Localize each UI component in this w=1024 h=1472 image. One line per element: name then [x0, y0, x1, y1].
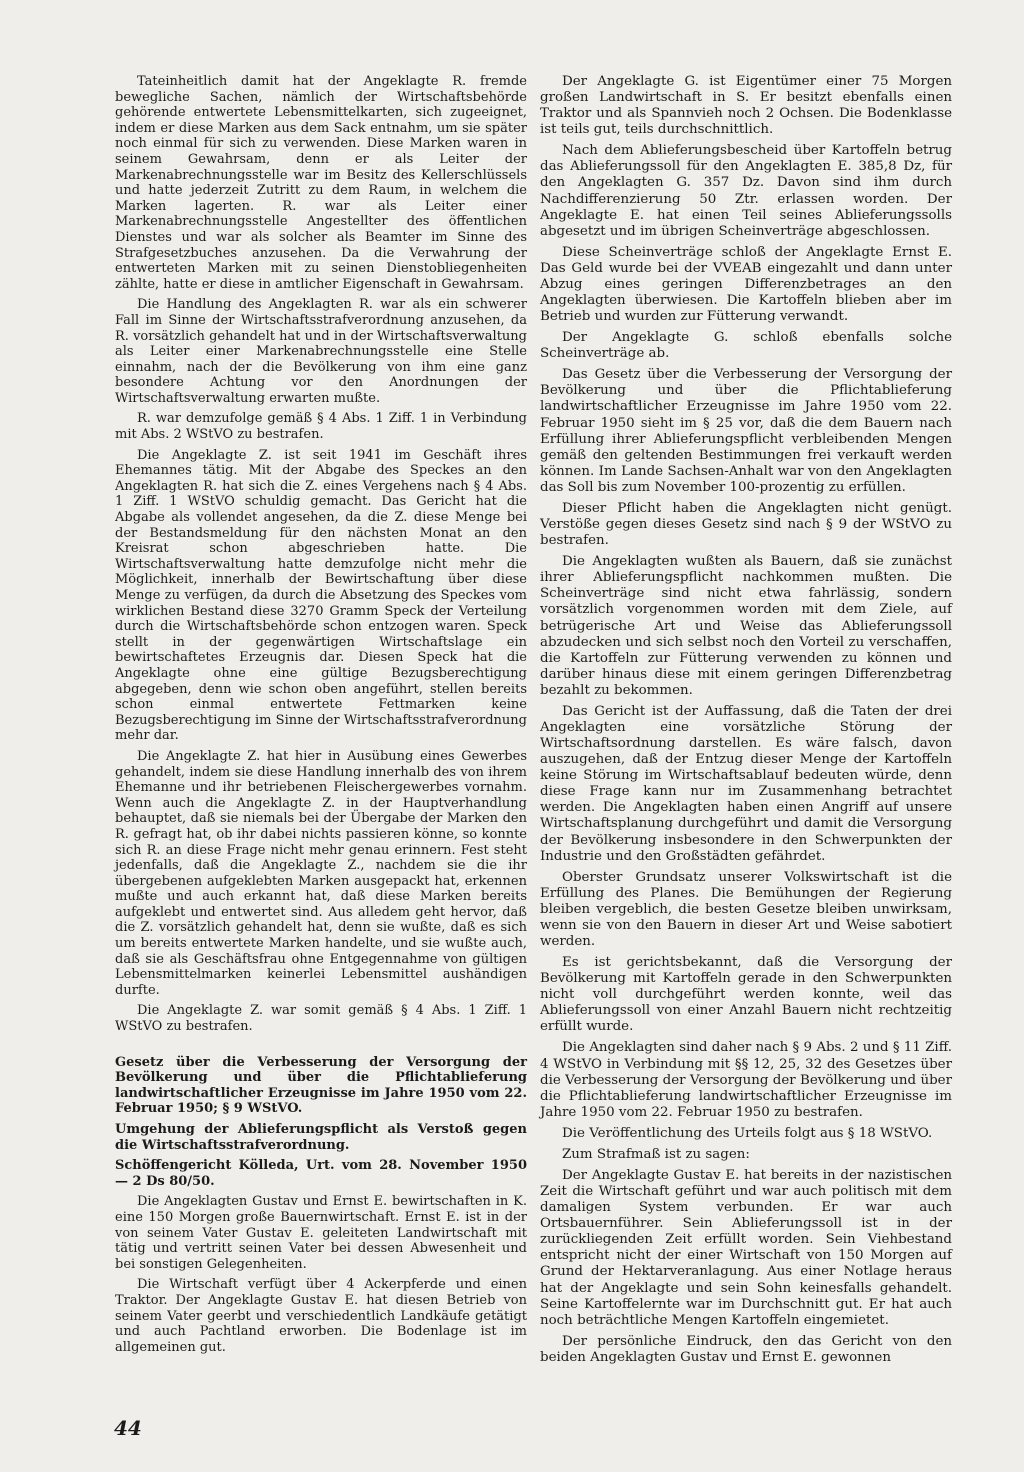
left-column-paragraph: Tateinheitlich damit hat der Angeklagte R. fremde bewegliche Sachen, nämlich der Wirtschaftsbehörde gehörende entwertete Lebensmittelkarten, sich zugeeignet, indem er diese Marken aus dem Sack entnahm, um sie später noch einmal für sich zu verwenden. Diese Marken waren in seinem Gewahrsam, denn er als Leiter der Markenabrechnungsstelle war im Besitz des Kellerschlüssels und hatte jederzeit Zutritt zu dem Raum, in welchem die Marken lagerten. R. war als Leiter einer Markenabrechnungsstelle Angestellter des öffentlichen Dienstes und war als solcher als Beamter im Sinne des Strafgesetzbuches anzusehen. Da die Verwahrung der entwerteten Marken mit zu seinen Dienstobliegenheiten zählte, hatte er diese in amtlicher Eigenschaft in Gewahrsam.: [115, 74, 527, 292]
left-column-paragraph: Die Angeklagte Z. war somit gemäß § 4 Abs. 1 Ziff. 1 WStVO zu bestrafen.: [115, 1003, 527, 1035]
left-column-paragraph: Die Handlung des Angeklagten R. war als ein schwerer Fall im Sinne der Wirtschaftsstrafverordnung anzusehen, da R. vorsätzlich gehandelt hat und in der Wirtschaftsverwaltung als Leiter einer Markenabrechnungsstelle eine Stelle einnahm, nach der die Bevölkerung von ihm eine ganz besondere Achtung vor den Anordnungen der Wirtschaftsverwaltung erwarten mußte.: [115, 297, 527, 406]
right-column-paragraph: Es ist gerichtsbekannt, daß die Versorgung der Bevölkerung mit Kartoffeln gerade in den Schwerpunkten nicht voll durchgeführt werden konnte, weil das Ablieferungssoll von einer Anzahl Bauern nicht rechtzeitig erfüllt wurde.: [540, 955, 952, 1035]
right-column: [540, 74, 952, 1371]
right-column-paragraph: Das Gericht ist der Auffassung, daß die Taten der drei Angeklagten eine vorsätzliche Störung der Wirtschaftsordnung darstellen. Es wäre falsch, davon auszugehen, daß der Entzug dieser Menge der Kartoffeln keine Störung im Wirtschaftsablauf bedeuten würde, denn diese Frage kann nur im Zusammenhang betrachtet werden. Die Angeklagten haben einen Angriff auf unsere Wirtschaftsplanung durchgeführt und damit die Versorgung der Bevölkerung insbesondere in den Schwerpunkten der Industrie und den Großstädten gefährdet.: [540, 703, 952, 864]
right-column-paragraph: Zum Strafmaß ist zu sagen:: [562, 1146, 750, 1162]
right-column-paragraph: Oberster Grundsatz unserer Volkswirtschaft ist die Erfüllung des Planes. Die Bemühungen der Regierung bleiben vergeblich, die besten Gesetze bleiben unwirksam, wenn sie von den Bauern in dieser Art und Weise sabotiert werden.: [540, 869, 952, 949]
left-column-paragraph: R. war demzufolge gemäß § 4 Abs. 1 Ziff. 1 in Verbindung mit Abs. 2 WStVO zu bestrafen.: [115, 411, 527, 443]
right-column-paragraph: Die Angeklagten wußten als Bauern, daß sie zunächst ihrer Ablieferungspflicht nachkommen mußten. Die Scheinverträge sind nicht etwa fahrlässig, sondern vorsätzlich vorgenommen worden mit dem Ziele, auf betrügerische Art und Weise das Ablieferungssoll abzudecken und sich selbst noch den Vorteil zu verschaffen, die Kartoffeln zur Fütterung verwenden zu können und darüber hinaus diese mit einem geringen Differenzbetrag bezahlt zu bekommen.: [540, 554, 952, 698]
left-column: [115, 74, 527, 1360]
right-column-paragraph: Der Angeklagte G. schloß ebenfalls solche Scheinverträge ab.: [540, 330, 952, 362]
left-column-heading: Schöffengericht Kölleda, Urt. vom 28. November 1950 — 2 Ds 80/50.: [115, 1158, 527, 1189]
right-column-paragraph: Der persönliche Eindruck, den das Gericht von den beiden Angeklagten Gustav und Ernst E. gewonnen: [540, 1333, 952, 1365]
right-column-paragraph: Das Gesetz über die Verbesserung der Versorgung der Bevölkerung und über die Pflichtablieferung landwirtschaftlicher Erzeugnisse im Jahre 1950 vom 22. Februar 1950 sieht im § 25 vor, daß die dem Bauern nach Erfüllung ihrer Ablieferungspflicht verbleibenden Mengen gemäß den geltenden Bestimmungen frei verkauft werden können. Im Lande Sachsen-Anhalt war von den Angeklagten das Soll bis zum November 100-prozentig zu erfüllen.: [540, 367, 952, 495]
left-column-heading: Gesetz über die Verbesserung der Versorgung der Bevölkerung und über die Pflichtablieferung landwirtschaftlicher Erzeugnisse im Jahre 1950 vom 22. Februar 1950; § 9 WStVO.: [115, 1054, 527, 1117]
left-column-paragraph: Die Wirtschaft verfügt über 4 Ackerpferde und einen Traktor. Der Angeklagte Gustav E. hat diesen Betrieb von seinem Vater geerbt und verschiedentlich Landkäufe getätigt und auch Pachtland erworben. Die Bodenlage ist im allgemeinen gut.: [115, 1277, 527, 1355]
left-column-paragraph: Die Angeklagte Z. hat hier in Ausübung eines Gewerbes gehandelt, indem sie diese Handlung innerhalb des von ihrem Ehemanne und ihr betriebenen Fleischergewerbes vornahm. Wenn auch die Angeklagte Z. in der Hauptverhandlung behauptet, daß sie niemals bei der Übergabe der Marken den R. gefragt hat, ob ihr dabei nichts passieren könne, so konnte sich R. an diese Frage nicht mehr genau erinnern. Fest steht jedenfalls, daß die Angeklagte Z., nachdem sie die ihr übergebenen aufgeklebten Marken ausgepackt hat, erkennen mußte und auch erkannt hat, daß diese Marken bereits aufgeklebt und entwertet sind. Aus alledem geht hervor, daß die Z. vorsätzlich gehandelt hat, denn sie wußte, daß es sich um bereits entwertete Marken handelte, und sie wußte auch, daß sie als Geschäftsfrau ohne Entgegennahme von gültigen Lebensmittelmarken keinerlei Lebensmittel aushändigen durfte.: [115, 748, 527, 998]
right-column-paragraph: Diese Scheinverträge schloß der Angeklagte Ernst E. Das Geld wurde bei der VVEAB eingezahlt und dann unter Abzug eines geringen Differenzbetrages an den Angeklagten überwiesen. Die Kartoffeln blieben aber im Betrieb und wurden zur Fütterung verwandt.: [540, 244, 952, 325]
right-column-paragraph: Nach dem Ablieferungsbescheid über Kartoffeln betrug das Ablieferungssoll für den Angeklagten E. 385,8 Dz, für den Angeklagten G. 357 Dz. Davon sind ihm durch Nachdifferenzierung 50 Ztr. erlassen worden. Der Angeklagte E. hat einen Teil seines Ablieferungssolls abgesetzt und im übrigen Scheinverträge abgeschlossen.: [540, 143, 952, 239]
right-column-paragraph: Der Angeklagte G. ist Eigentümer einer 75 Morgen großen Landwirtschaft in S. Er besitzt ebenfalls einen Traktor und als Spannvieh noch 2 Ochsen. Die Bodenklasse ist teils gut, teils durchschnittlich.: [540, 74, 952, 138]
left-column-heading: Umgehung der Ablieferungspflicht als Verstoß gegen die Wirtschaftsstrafverordnung.: [115, 1122, 527, 1153]
left-column-paragraph: Die Angeklagten Gustav und Ernst E. bewirtschaften in K. eine 150 Morgen große Bauernwirtschaft. Ernst E. ist in der von seinem Vater Gustav E. geleiteten Landwirtschaft mit tätig und vertritt seinen Vater bei dessen Abwesenheit und bei sonstigen Gelegenheiten.: [115, 1194, 527, 1272]
right-column-paragraph: Die Veröffentlichung des Urteils folgt aus § 18 WStVO.: [562, 1125, 933, 1141]
right-column-paragraph: Der Angeklagte Gustav E. hat bereits in der nazistischen Zeit die Wirtschaft geführt und war auch politisch mit dem damaligen System verbunden. Er war auch Ortsbauernführer. Sein Ablieferungssoll ist in der zurückliegenden Zeit erfüllt worden. Sein Viehbestand entspricht nicht der einer Wirtschaft von 150 Morgen auf Grund der Hektarveranlagung. Aus einer Notlage heraus hat der Angeklagte und sein Sohn keinesfalls gehandelt. Seine Kartoffelernte war im Durchschnitt gut. Er hat auch noch beträchtliche Mengen Kartoffeln eingemietet.: [540, 1168, 952, 1328]
right-column-paragraph: Dieser Pflicht haben die Angeklagten nicht genügt. Verstöße gegen dieses Gesetz sind nach § 9 der WStVO zu bestrafen.: [540, 500, 952, 549]
right-column-paragraph: Die Angeklagten sind daher nach § 9 Abs. 2 und § 11 Ziff. 4 WStVO in Verbindung mit §§ 12, 25, 32 des Gesetzes über die Verbesserung der Versorgung der Bevölkerung und über die Pflichtablieferung landwirtschaftlicher Erzeugnisse im Jahre 1950 vom 22. Februar 1950 zu bestrafen.: [540, 1040, 952, 1120]
left-column-paragraph: Die Angeklagte Z. ist seit 1941 im Geschäft ihres Ehemannes tätig. Mit der Abgabe des Speckes an den Angeklagten R. hat sich die Z. eines Vergehens nach § 4 Abs. 1 Ziff. 1 WStVO schuldig gemacht. Das Gericht hat die Abgabe als vollendet angesehen, da die Z. diese Menge bei der Bestandsmeldung für den nächsten Monat an den Kreisrat schon abgeschrieben hatte. Die Wirtschaftsverwaltung hatte demzufolge nicht mehr die Möglichkeit, innerhalb der Bewirtschaftung über diese Menge zu verfügen, da durch die Absetzung des Speckes vom wirklichen Bestand diese 3270 Gramm Speck der Verteilung durch die Wirtschaftsbehörde schon entzogen waren. Speck stellt in der gegenwärtigen Wirtschaftslage ein bewirtschaftetes Erzeugnis dar. Diesen Speck hat die Angeklagte ohne eine gültige Bezugsberechtigung abgegeben, denn wie schon oben angeführt, stellen bereits schon einmal entwertete Fettmarken keine Bezugsberechtigung im Sinne der Wirtschaftsstrafverordnung mehr dar.: [115, 447, 527, 744]
page-number: 44: [114, 1416, 142, 1440]
